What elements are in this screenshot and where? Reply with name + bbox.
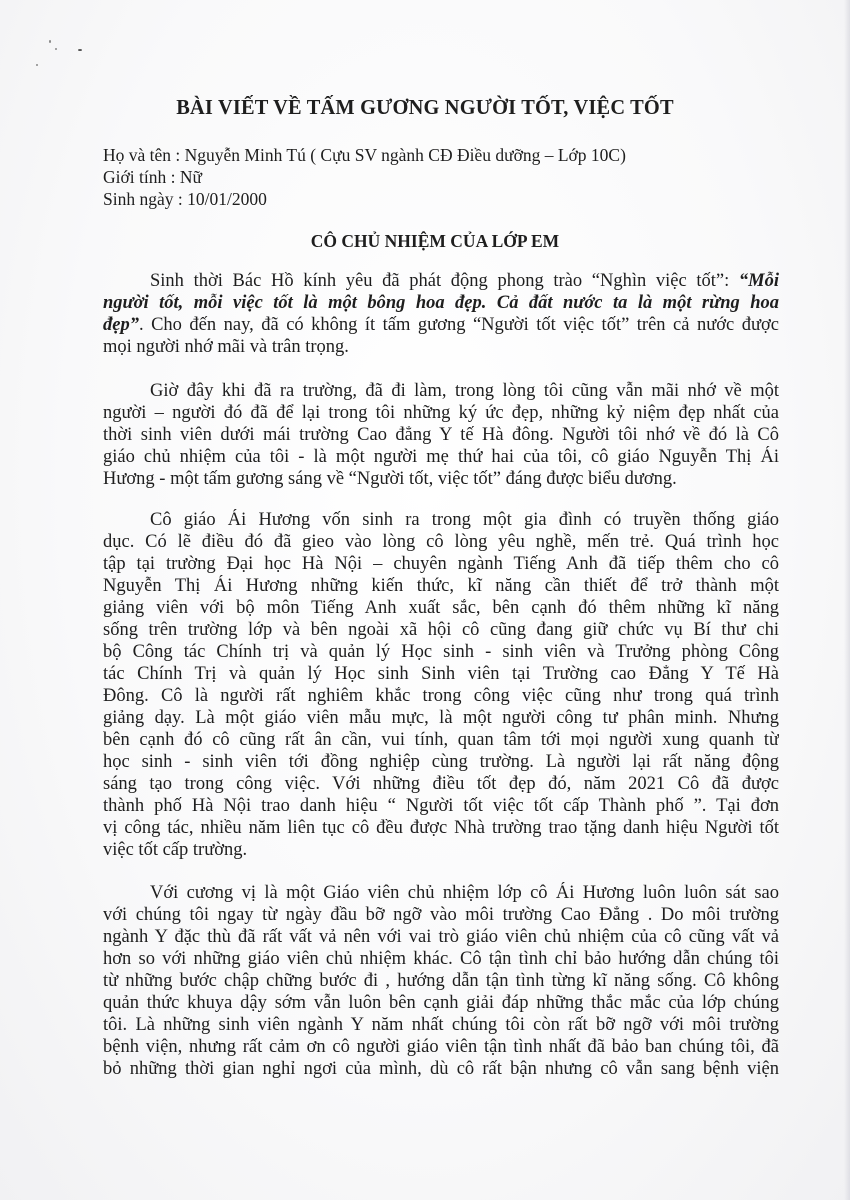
page-edge-shadow	[844, 0, 850, 1200]
text-line	[103, 314, 779, 336]
section-subtitle: CÔ CHỦ NHIỆM CỦA LỚP EM	[310, 231, 560, 251]
scan-speck	[49, 40, 51, 43]
text-line: thành phố Hà Nội trao danh hiệu “ Người tốt việc tốt cấp Thành phố ”. Tại đơn	[103, 796, 779, 816]
text-line: ngành Y đặc thù đã rất vất vả nên với vai trò giáo viên chủ nhiệm của cô cũng vất vả	[103, 927, 779, 947]
text-line: quản thức khuya dậy sớm vẫn luôn bên cạnh giải đáp những thắc mắc của lớp chúng	[103, 993, 779, 1013]
quote-run: “Mỗi	[738, 271, 779, 291]
text-line: Đông. Cô là người rất nghiêm khắc trong công việc cũng như trong quá trình	[103, 686, 779, 706]
text-line: bên cạnh đó cô cũng rất ân cần, vui tính, quan tâm tới mọi người xung quanh từ	[103, 730, 779, 750]
text-line: thời sinh viên dưới mái trường Cao đẳng Y tế Hà đông. Người tôi nhớ về đó là Cô	[103, 425, 779, 445]
text-run: Sinh thời Bác Hồ kính yêu đã phát động phong trào “Nghìn việc tốt”:	[150, 271, 739, 291]
text-run: . Cho đến nay, đã có không ít tấm gương “Người tốt việc tốt” trên cả nước được	[138, 315, 779, 335]
text-line: mọi người nhớ mãi và trân trọng.	[103, 337, 349, 357]
text-line: người – người đó đã để lại trong tôi những ký ức đẹp, những kỷ niệm đẹp nhất của	[103, 403, 779, 423]
text-line: vị công tác, nhiều năm liên tục cô đều được Nhà trường trao tặng danh hiệu Người tốt	[103, 818, 779, 838]
text-line: giảng dạy. Là một giáo viên mẫu mực, là một người công tư phân minh. Nhưng	[103, 708, 779, 728]
text-line: giáo chủ nhiệm của tôi - là một người mẹ thứ hai của tôi, cô giáo Nguyễn Thị Ái	[103, 447, 779, 467]
text-line: Hương - một tấm gương sáng về “Người tốt, việc tốt” đáng được biểu dương.	[103, 469, 677, 489]
scan-speck	[78, 49, 82, 51]
text-line: bộ Công tác Chính trị và quản lý Học sinh - sinh viên và Trưởng phòng Công	[103, 642, 779, 662]
text-line: giảng viên với bộ môn Tiếng Anh xuất sắc, bên cạnh đó thêm những kĩ năng	[103, 598, 779, 618]
text-line: bệnh viện, nhưng rất cảm ơn cô người giáo viên tận tình nhất đã bảo ban chúng tôi, đã	[103, 1037, 779, 1057]
gender-line: Giới tính : Nữ	[103, 167, 202, 187]
quote-run: đẹp”	[103, 315, 139, 335]
text-line: Nguyễn Thị Ái Hương những kiến thức, kĩ năng cần thiết để trở thành một	[103, 576, 779, 596]
scan-speck	[36, 64, 38, 66]
text-line: dục. Có lẽ điều đó đã gieo vào lòng cô lòng yêu nghề, mến trẻ. Quá trình học	[103, 532, 779, 552]
author-name-line: Họ và tên : Nguyễn Minh Tú ( Cựu SV ngành CĐ Điều dưỡng – Lớp 10C)	[103, 145, 626, 165]
text-line: tác Chính Trị và quản lý Học sinh Sinh viên tại Trường cao Đẳng Y Tế Hà	[103, 664, 779, 684]
text-line: từ những bước chập chững bước đi , hướng dẫn tận tình từng kĩ năng sống. Cô không	[103, 971, 779, 991]
text-line: Giờ đây khi đã ra trường, đã đi làm, trong lòng tôi cũng vẫn mãi nhớ về một	[150, 381, 779, 401]
text-line: Cô giáo Ái Hương vốn sinh ra trong một gia đình có truyền thống giáo	[150, 510, 779, 530]
text-line: tập tại trường Đại học Hà Nội – chuyên ngành Tiếng Anh đã tiếp thêm cho cô	[103, 554, 779, 574]
text-line: tôi. Là những sinh viên ngành Y năm nhất chúng tôi còn rất bỡ ngỡ với môi trường	[103, 1015, 779, 1035]
birthdate-line: Sinh ngày : 10/01/2000	[103, 189, 267, 209]
text-line: với chúng tôi ngay từ ngày đầu bỡ ngỡ vào môi trường Cao Đẳng . Do môi trường	[103, 905, 779, 925]
text-line: Với cương vị là một Giáo viên chủ nhiệm lớp cô Ái Hương luôn luôn sát sao	[150, 883, 779, 903]
text-line: việc tốt cấp trường.	[103, 840, 248, 860]
text-line: sống trên trường lớp và bên ngoài xã hội cô cũng đang giữ chức vụ Bí thư chi	[103, 620, 779, 640]
quote-line: người tốt, mỗi việc tốt là một bông hoa đẹp. Cả đất nước ta là một rừng hoa	[103, 293, 779, 313]
text-line: hơn so với những giáo viên chủ nhiệm khác. Cô tận tình chỉ bảo hướng dẫn chúng tôi	[103, 949, 779, 969]
scan-speck	[55, 48, 57, 50]
document-title: BÀI VIẾT VỀ TẤM GƯƠNG NGƯỜI TỐT, VIỆC TỐT	[176, 95, 674, 119]
text-line: học sinh - sinh viên tới đồng nghiệp cùng trường. Là người lại rất năng động	[103, 752, 779, 772]
text-line: bỏ những thời gian nghỉ ngơi của mình, dù cô rất bận nhưng cô vẫn sang bệnh viện	[103, 1059, 779, 1079]
text-line	[150, 270, 779, 292]
text-line: sáng tạo trong công việc. Với những điều tốt đẹp đó, năm 2021 Cô đã được	[103, 774, 779, 794]
